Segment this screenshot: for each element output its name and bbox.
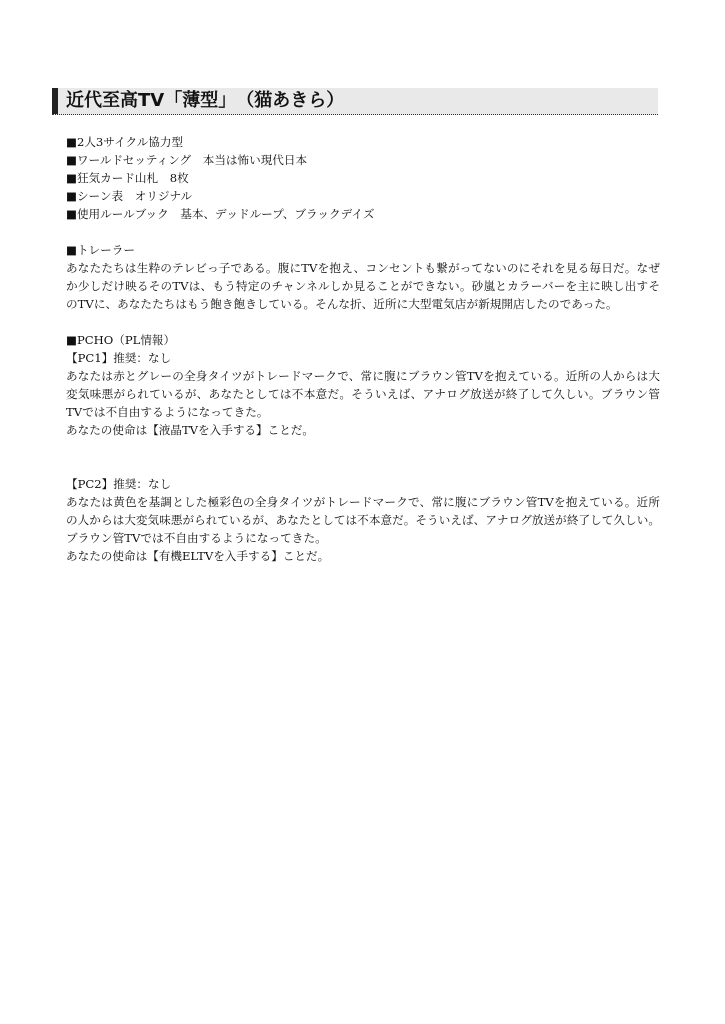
spacer bbox=[66, 439, 660, 475]
pc1-header: 【PC1】推奨：なし bbox=[66, 351, 172, 365]
pc1-text: あなたは赤とグレーの全身タイツがトレードマークで、常に腹にブラウン管TVを抱えている。近所の人からは大変気味悪がられているが、あなたとしては不本意だ。そういえば、アナログ放送が終了して久しい。ブラウン管TVでは不自由するようになってきた。 bbox=[66, 369, 660, 419]
pc2-mission: あなたの使命は【有機ELTVを入手する】ことだ。 bbox=[66, 549, 330, 563]
title-accent-bar bbox=[52, 88, 58, 114]
spacer bbox=[66, 313, 660, 331]
page-title: 近代至高TV「薄型」 （猫あきら） bbox=[66, 90, 345, 111]
pc2-header: 【PC2】推奨：なし bbox=[66, 477, 172, 491]
info-rulebooks: ■使用ルールブック 基本、デッドループ、ブラックデイズ bbox=[66, 207, 375, 221]
title-bar bbox=[52, 88, 658, 115]
pcho-heading: ■PCHO（PL情報） bbox=[66, 333, 176, 347]
info-player-count: ■2人3サイクル協力型 bbox=[66, 135, 184, 149]
trailer-text: あなたたちは生粋のテレビっ子である。腹にTVを抱え、コンセントも繋がってないのにそれを見る毎日だ。なぜか少しだけ映るそのTVは、もう特定のチャンネルしか見ることができない。砂嵐とカラーバーを主に映し出すそのTVに、あなたたちはもう飽き飽きしている。そんな折、近所に大型電気店が新規開店したのであった。 bbox=[66, 261, 660, 311]
spacer bbox=[66, 223, 660, 241]
document-body bbox=[66, 133, 660, 565]
info-scene-table: ■シーン表 オリジナル bbox=[66, 189, 193, 203]
info-madness-deck: ■狂気カード山札 8枚 bbox=[66, 171, 189, 185]
pc2-text: あなたは黄色を基調とした極彩色の全身タイツがトレードマークで、常に腹にブラウン管TVを抱えている。近所の人からは大変気味悪がられているが、あなたとしては不本意だ。そういえば、アナログ放送が終了して久しい。ブラウン管TVでは不自由するようになってきた。 bbox=[66, 495, 660, 545]
trailer-heading: ■トレーラー bbox=[66, 243, 135, 257]
pc1-mission: あなたの使命は【液晶TVを入手する】ことだ。 bbox=[66, 423, 314, 437]
info-world-setting: ■ワールドセッティング 本当は怖い現代日本 bbox=[66, 153, 308, 167]
